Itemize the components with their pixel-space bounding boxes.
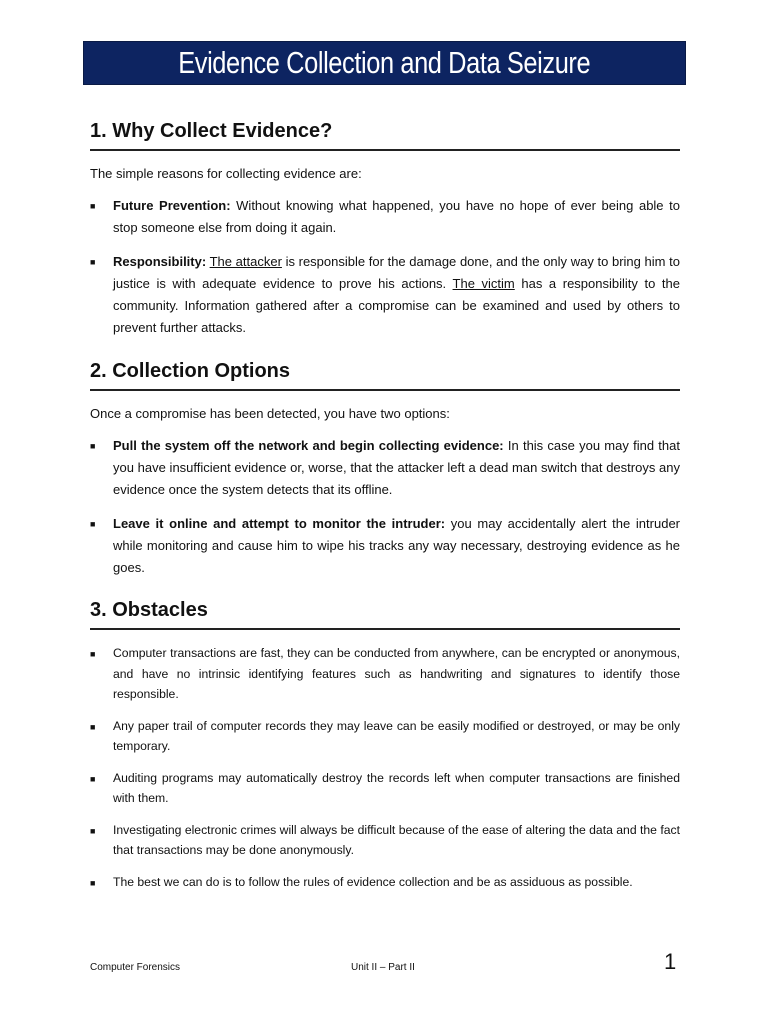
bullet-label: Future Prevention: (113, 198, 231, 213)
bullet-list (90, 643, 680, 892)
bullet-label: Leave it online and attempt to monitor the intruder: (113, 516, 446, 531)
bullet-text: you may accidentally alert the intruder while monitoring and cause him to wipe his tracks any way necessary, destroying evidence as he goes. (113, 516, 680, 575)
bullet-icon: ■ (90, 721, 96, 732)
section-intro: Once a compromise has been detected, you have two options: (90, 406, 450, 421)
section-obstacles (90, 599, 680, 892)
page-number: 1 (664, 949, 677, 974)
bullet-text: Investigating electronic crimes will always be difficult because of the ease of altering the data and the fact that transactions may be done anonymously. (113, 822, 680, 857)
section-collection-options (90, 360, 680, 579)
bullet-icon: ■ (90, 519, 96, 529)
bullet-list (90, 195, 680, 339)
list-item (90, 820, 680, 861)
underlined-term: The attacker (209, 254, 282, 269)
list-item (90, 768, 680, 809)
section-heading: 3. Obstacles (90, 599, 680, 630)
section-heading: 2. Collection Options (90, 360, 680, 391)
list-item (90, 513, 680, 579)
title-banner (83, 41, 686, 85)
bullet-label: Responsibility: (113, 254, 207, 269)
list-item (90, 872, 680, 893)
bullet-text: Auditing programs may automatically destroy the records left when computer transactions are finished with them. (113, 770, 680, 805)
bullet-label: Pull the system off the network and begin collecting evidence: (113, 438, 504, 453)
bullet-icon: ■ (90, 773, 96, 784)
underlined-term: The victim (452, 276, 515, 291)
bullet-text: In this case you may find that you have insufficient evidence or, worse, that the attacker left a dead man switch that destroys any evidence once the system detects that its offline. (113, 438, 680, 497)
bullet-text: is responsible for the damage done, and the only way to bring him to justice is with adequate evidence to prove his actions. (113, 254, 680, 291)
bullet-icon: ■ (90, 441, 96, 451)
bullet-text: Without knowing what happened, you have no hope of ever being able to stop someone else from doing it again. (113, 198, 680, 235)
bullet-text: has a responsibility to the community. Information gathered after a compromise can be examined and used by others to prevent further attacks. (113, 276, 680, 335)
bullet-icon: ■ (90, 825, 96, 836)
footer-unit: Unit II – Part II (351, 962, 415, 973)
list-item (90, 435, 680, 501)
page-title: Evidence Collection and Data Seizure (178, 45, 591, 80)
section-why-collect (90, 120, 680, 339)
footer-course: Computer Forensics (90, 962, 181, 973)
section-heading: 1. Why Collect Evidence? (90, 120, 680, 151)
bullet-icon: ■ (90, 877, 96, 888)
list-item (90, 643, 680, 705)
bullet-text: The best we can do is to follow the rules of evidence collection and be as assiduous as possible. (113, 874, 633, 889)
bullet-text: Computer transactions are fast, they can be conducted from anywhere, can be encrypted or anonymous, and have no intrinsic identifying features such as handwriting and signatures to identify those responsible. (113, 646, 680, 701)
section-intro: The simple reasons for collecting evidence are: (90, 166, 362, 181)
list-item (90, 195, 680, 239)
list-item (90, 716, 680, 757)
bullet-icon: ■ (90, 649, 96, 659)
bullet-text: Any paper trail of computer records they may leave can be easily modified or destroyed, or may be only temporary. (113, 718, 680, 753)
bullet-list (90, 435, 680, 579)
bullet-icon: ■ (90, 201, 96, 211)
list-item (90, 251, 680, 339)
bullet-icon: ■ (90, 257, 96, 267)
